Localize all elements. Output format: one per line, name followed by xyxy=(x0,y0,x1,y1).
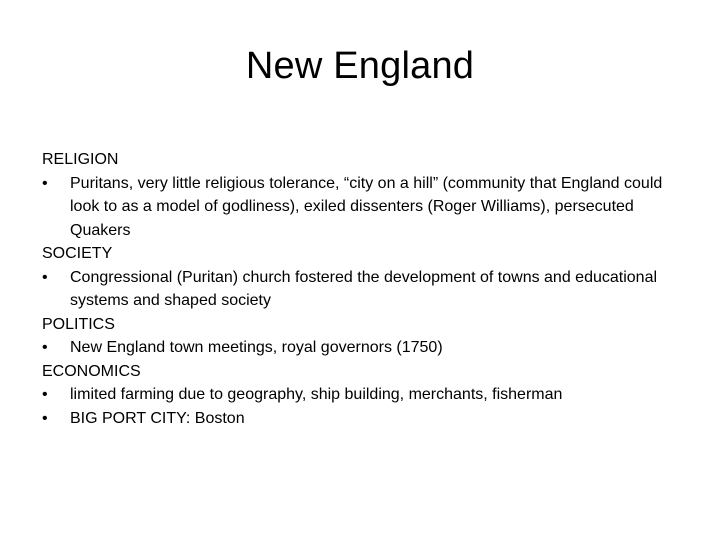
bullet-icon: • xyxy=(42,386,48,403)
bullet-item-economics-2 xyxy=(42,407,692,431)
section-heading-politics: POLITICS xyxy=(42,315,115,333)
bullet-text: limited farming due to geography, ship building, merchants, fisherman xyxy=(70,386,563,403)
bullet-item-economics-1 xyxy=(42,383,692,407)
bullet-text: BIG PORT CITY: Boston xyxy=(70,409,245,427)
bullet-icon: • xyxy=(42,268,48,286)
bullet-icon: • xyxy=(42,409,48,427)
section-heading-society: SOCIETY xyxy=(42,245,113,262)
bullet-text: Puritans, very little religious tolerance, “city on a hill” (community that England could look to as a model of godliness), exiled dissenters (Roger Williams), persecuted Quakers xyxy=(70,174,663,239)
bullet-icon: • xyxy=(42,339,48,356)
section-heading-economics: ECONOMICS xyxy=(42,362,141,380)
bullet-icon: • xyxy=(42,174,48,192)
bullet-item-society xyxy=(42,266,692,313)
section-heading-religion: RELIGION xyxy=(42,151,119,168)
slide-body xyxy=(42,148,692,430)
bullet-text: Congressional (Puritan) church fostered the development of towns and educational systems and shaped society xyxy=(70,268,658,309)
slide-title: New England xyxy=(245,45,475,87)
bullet-text: New England town meetings, royal governors (1750) xyxy=(70,339,443,356)
bullet-item-politics xyxy=(42,336,692,360)
bullet-item-religion xyxy=(42,172,692,243)
